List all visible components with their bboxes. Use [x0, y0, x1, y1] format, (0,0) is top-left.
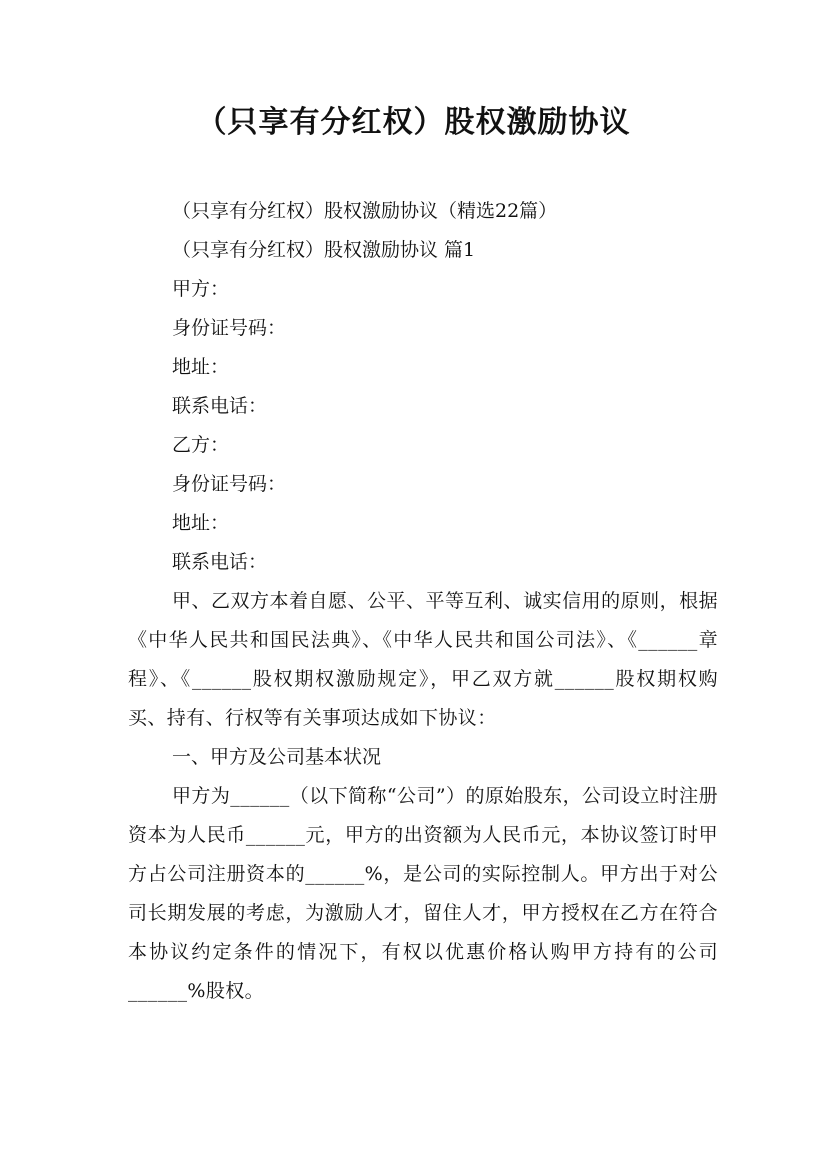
document-title: （只享有分红权）股权激励协议	[196, 105, 631, 140]
clause-1-paragraph: 甲方为______（以下简称“公司”）的原始股东，公司设立时注册资本为人民币______元，甲方的出资额为人民币元，本协议签订时甲方占公司注册资本的______%，是公司的实际控制人。甲方出于对公司长期发展的考虑，为激励人才，留住人才，甲方授权在乙方在符合本协议约定条件的情况下，有权以优惠价格认购甲方持有的公司______%股权。	[128, 785, 718, 1002]
party-b-address-label: 地址：	[172, 512, 230, 534]
party-b-phone-label: 联系电话：	[172, 551, 268, 573]
party-b-label: 乙方：	[172, 434, 230, 456]
party-b-id-label: 身份证号码：	[172, 473, 287, 495]
party-a-phone-label: 联系电话：	[172, 395, 268, 417]
section-heading: （只享有分红权）股权激励协议 篇1	[172, 239, 476, 261]
party-a-address-label: 地址：	[172, 356, 230, 378]
preamble-paragraph: 甲、乙双方本着自愿、公平、平等互利、诚实信用的原则，根据《中华人民共和国民法典》、《中华人民共和国公司法》、《______章程》、《______股权期权激励规定》，甲乙双方就______股权期权购买、持有、行权等有关事项达成如下协议：	[128, 590, 718, 729]
document-body	[128, 192, 718, 1011]
document-subtitle: （只享有分红权）股权激励协议（精选22篇）	[172, 200, 558, 222]
party-a-id-label: 身份证号码：	[172, 317, 287, 339]
clause-1-heading: 一、甲方及公司基本状况	[172, 746, 382, 768]
party-a-label: 甲方：	[172, 278, 230, 300]
